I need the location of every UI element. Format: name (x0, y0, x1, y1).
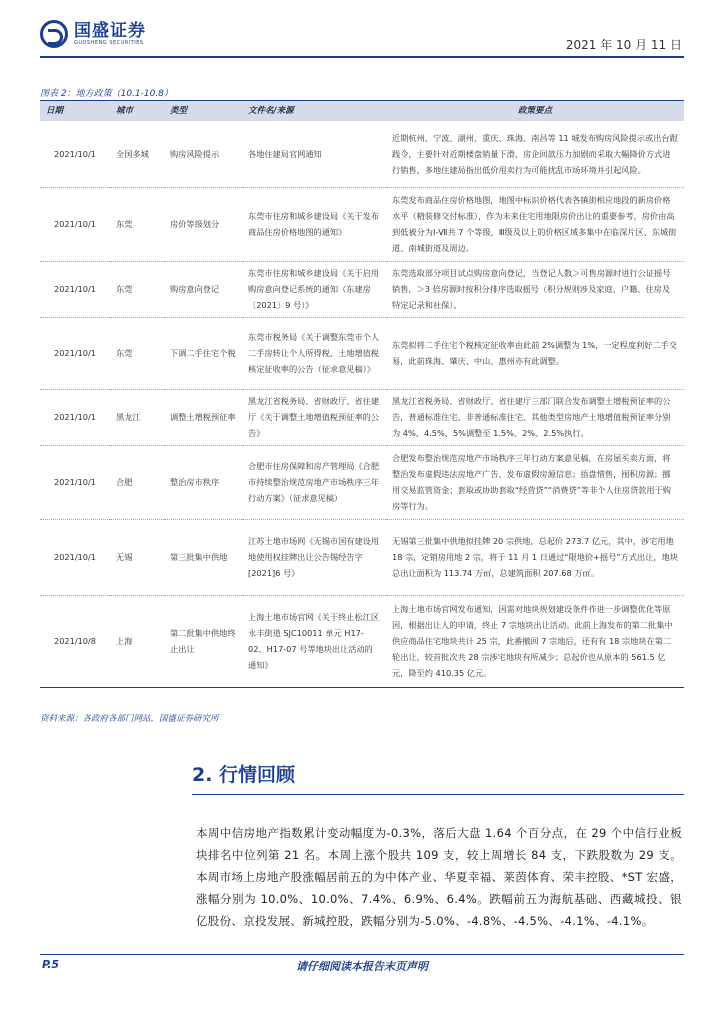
table-row (40, 187, 684, 261)
cell-type: 第三批集中供地 (164, 519, 242, 595)
cell-date: 2021/10/1 (40, 121, 110, 187)
cell-points: 东莞选取部分项目试点购房意向登记，当登记人数＞可售房源时进行公证摇号销售，＞3 倍房源时按积分排序选取摇号（积分规则涉及家庭、户籍、住房及特定记录和社保）。 (386, 261, 684, 317)
cell-date: 2021/10/8 (40, 595, 110, 687)
header-divider (40, 56, 684, 58)
cell-points: 黑龙江省税务局、省财政厅、省住建厅三部门联合发布调整土增税预征率的公告，普通标准住宅、非普通标准住宅、其他类型房地产土地增值税预征率分别为 4%、4.5%、5%调整至 1.5%、2%、2.5%执行。 (386, 389, 684, 445)
cell-source: 合肥市住房保障和房产管理局《合肥市持续整治规范房地产市场秩序三年行动方案》（征求意见稿） (242, 445, 386, 519)
header-source: 文件名/来源 (242, 101, 386, 121)
footer-disclaimer: 请仔细阅读本报告末页声明 (296, 960, 428, 973)
section-heading: 2. 行情回顾 (192, 764, 296, 786)
footer-divider (40, 954, 684, 955)
cell-points: 东莞发布商品住房价格地图，地图中标识价格代表各镇街相应地段的新房价格水平（精装修交付标准），作为未来住宅用地限房价出让的重要参考，房价由高到低被分为Ⅰ-Ⅶ共 7 个等级，Ⅲ级及以上的价格区域多集中在临深片区、东城街道、南城街道及周边。 (386, 187, 684, 261)
cell-city: 无锡 (110, 519, 164, 595)
cell-city: 合肥 (110, 445, 164, 519)
cell-source: 东莞市税务局《关于调整东莞市个人二手房转让个人所得税、土地增值税核定征收率的公告（征求意见稿）》 (242, 317, 386, 389)
header-type: 类型 (164, 101, 242, 121)
cell-city: 东莞 (110, 187, 164, 261)
table-row (40, 595, 684, 687)
cell-source: 东莞市住房和城乡建设局《关于启用购房意向登记系统的通知（东建房〔2021〕9 号）》 (242, 261, 386, 317)
logo-english: GUOSHENG SECURITIES (74, 40, 144, 46)
page-header (0, 0, 724, 60)
cell-type: 购房风险提示 (164, 121, 242, 187)
market-review-paragraph: 本周中信房地产指数累计变动幅度为-0.3%，落后大盘 1.64 个百分点，在 29 个中信行业板块排名中位列第 21 名。本周上涨个股共 109 支，较上周增长 84 支，下跌股数为 29 支。本周市场上房地产股涨幅居前五的为中体产业、华夏幸福、莱茵体育、荣丰控股、*ST 宏盛，涨幅分别为 10.0%、10.0%、7.4%、6.9%、6.4%。跌幅前五为海航基础、西藏城投、银亿股份、京投发展、新城控股，跌幅分别为-5.0%、-4.8%、-4.5%、-4.1%、-4.1%。 (196, 826, 682, 928)
header-city: 城市 (110, 101, 164, 121)
table-source: 资料来源：各政府各部门网站，国盛证券研究所 (40, 714, 219, 724)
cell-points: 上海土地市场官网发布通知，因需对地块规划建设条件作进一步调整优化等原因，根据出让人的申请，终止 7 宗地块出让活动。此前上海发布的第二批集中供应商品住宅地块共计 25 宗，此番撤回 7 宗地后，还有有 18 宗地块在第二轮出让，较首批次共 28 宗涉宅地块有所减少；总起价也从原本的 561.5 亿元，降至约 410.35 亿元。 (386, 595, 684, 687)
header-points: 政策要点 (386, 101, 684, 121)
cell-city: 上海 (110, 595, 164, 687)
header-date: 日期 (40, 101, 110, 121)
cell-city: 全国多城 (110, 121, 164, 187)
cell-type: 购房意向登记 (164, 261, 242, 317)
cell-source: 黑龙江省税务局、省财政厅、省住建厅《关于调整土地增值税预征率的公告》 (242, 389, 386, 445)
cell-date: 2021/10/1 (40, 389, 110, 445)
table-row (40, 121, 684, 187)
table-row (40, 445, 684, 519)
cell-points: 东莞拟将二手住宅个税核定征收率由此前 2%调整为 1%，一定程度利好二手交易，此前珠海、肇庆、中山、惠州亦有此调整。 (386, 317, 684, 389)
cell-source: 各地住建局官网通知 (242, 121, 386, 187)
policy-table (40, 101, 684, 688)
cell-city: 东莞 (110, 261, 164, 317)
cell-date: 2021/10/1 (40, 317, 110, 389)
table-caption: 图表 2：地方政策（10.1-10.8） (40, 89, 173, 99)
cell-type: 第二批集中供地终止出让 (164, 595, 242, 687)
cell-type: 调整土增税预征率 (164, 389, 242, 445)
cell-points: 无锡第三批集中供地拟挂牌 20 宗供地，总起价 273.7 亿元，其中，涉宅用地 18 宗，定销房用地 2 宗，将于 11 月 1 日通过“限地价+摇号”方式出让，地块总出让面积为 113.74 万㎡，总建筑面积 207.68 万㎡。 (386, 519, 684, 595)
table-header-row (40, 101, 684, 121)
table-row (40, 389, 684, 445)
cell-type: 下调二手住宅个税 (164, 317, 242, 389)
table-row (40, 519, 684, 595)
report-date: 2021 年 10 月 11 日 (565, 38, 682, 52)
table-row (40, 317, 684, 389)
cell-date: 2021/10/1 (40, 519, 110, 595)
table-row (40, 261, 684, 317)
cell-source: 东莞市住房和城乡建设局《关于发布商品住房价格地图的通知》 (242, 187, 386, 261)
cell-city: 黑龙江 (110, 389, 164, 445)
logo-icon (40, 20, 68, 48)
cell-points: 合肥发布整治规范房地产市场秩序三年行动方案意见稿，在房屋买卖方面，将整治发布虚假违法房地产广告、发布虚假房源信息；捂盘惜售，囤积房源；挪用交易监管资金；套取或协助套取“经营贷”“消费贷”等非个人住房贷款用于购房等行为。 (386, 445, 684, 519)
cell-date: 2021/10/1 (40, 445, 110, 519)
cell-city: 东莞 (110, 317, 164, 389)
cell-type: 房价等级划分 (164, 187, 242, 261)
cell-date: 2021/10/1 (40, 261, 110, 317)
section-divider (192, 794, 684, 795)
cell-date: 2021/10/1 (40, 187, 110, 261)
cell-source: 江苏土地市场网《无锡市国有建设用地使用权挂牌出让公告锡经告字[2021]6 号》 (242, 519, 386, 595)
company-logo (40, 20, 146, 48)
cell-type: 整治房市秩序 (164, 445, 242, 519)
logo-name: 国盛证券 (74, 21, 146, 41)
cell-points: 近期杭州、宁波、湖州、重庆、珠海、南昌等 11 城发布购房风险提示或出台跟践令，主要针对近期楼盘销量下滑、房企回款压力加剧而采取大幅降价方式进行销售，多地住建局指出低价甩卖行为可能扰乱市场环境并引起风险。 (386, 121, 684, 187)
cell-source: 上海土地市场官网《关于终止松江区永丰街道 SJC10011 单元 H17-02、H17-07 号等地块出让活动的通知》 (242, 595, 386, 687)
page-number: P.5 (42, 958, 60, 971)
